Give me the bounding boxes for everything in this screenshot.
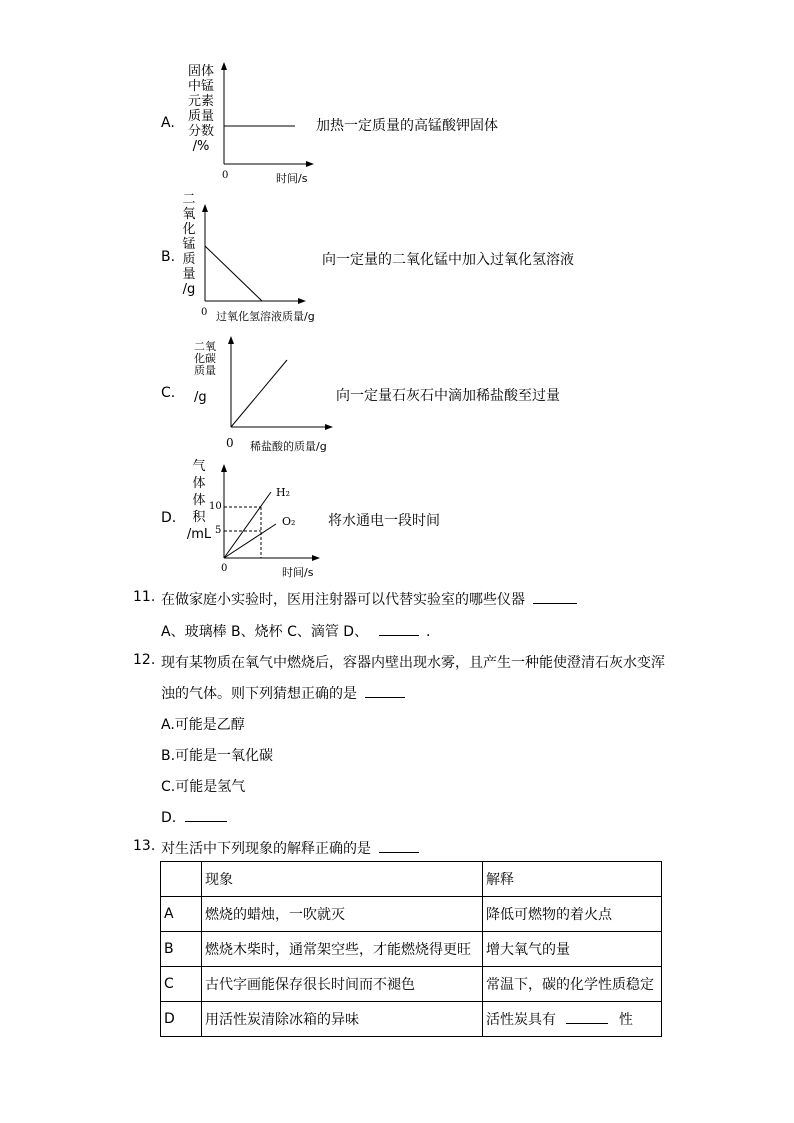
ylabel-line: 中锰	[187, 79, 214, 94]
option-b-letter: B.	[161, 249, 176, 265]
q13-stem: 对生活中下列现象的解释正确的是	[161, 841, 371, 857]
option-c-ylabel	[190, 341, 220, 377]
table-cell: 增大氧气的量	[483, 932, 662, 967]
q13-table	[160, 861, 662, 1037]
h2-line	[224, 492, 271, 558]
data-line	[205, 246, 262, 301]
ylabel-line: 质	[182, 252, 196, 267]
y-axis-arrow	[202, 204, 208, 212]
option-d-xlabel: 时间/s	[282, 566, 314, 579]
option-a-graph	[215, 60, 315, 170]
ylabel-line: 固体	[187, 64, 214, 79]
option-d-letter: D.	[161, 510, 177, 526]
table-header-cell	[161, 862, 202, 897]
q12-stem: 浊的气体。则下列猜想正确的是	[161, 686, 357, 702]
option-d-graph	[218, 462, 322, 562]
q12-line2	[161, 683, 405, 703]
option-d-o2-label: O₂	[282, 515, 296, 528]
table-cell	[483, 1002, 662, 1037]
o2-line	[224, 524, 276, 558]
option-c-letter: C.	[161, 385, 176, 401]
table-header-cell: 现象	[202, 862, 483, 897]
x-axis-arrow	[325, 424, 333, 430]
ylabel-line: 元素	[187, 94, 214, 109]
table-cell: A	[161, 897, 202, 932]
option-c-xlabel: 稀盐酸的质量/g	[250, 440, 327, 453]
x-axis-arrow	[298, 298, 306, 304]
ylabel-line: 分数	[187, 124, 214, 139]
option-a-xlabel: 时间/s	[276, 172, 308, 185]
q13-answer-blank[interactable]	[379, 838, 419, 853]
table-row	[161, 1002, 662, 1037]
q11-stem: 在做家庭小实验时，医用注射器可以代替实验室的哪些仪器	[161, 592, 525, 608]
y-axis-arrow	[221, 62, 227, 70]
table-cell-suffix: 性	[618, 1012, 633, 1028]
ylabel-line: 积	[192, 510, 206, 525]
table-cell: C	[161, 967, 202, 1002]
q12-option-a: A.可能是乙醇	[161, 717, 245, 733]
option-c-yunit: /g	[194, 390, 207, 405]
option-b-graph	[198, 202, 308, 306]
option-d-description: 将水通电一段时间	[328, 513, 440, 529]
ylabel-line: 质量	[194, 364, 216, 377]
option-d-tick-5: 5	[215, 525, 222, 536]
option-a-ylabel	[183, 64, 219, 154]
ylabel-line: /g	[182, 282, 196, 297]
table-header-row	[161, 862, 662, 897]
option-b-xlabel: 过氧化氢溶液质量/g	[216, 310, 315, 323]
y-axis-arrow	[221, 464, 227, 472]
table-cell: D	[161, 1002, 202, 1037]
q11-choice-d-blank[interactable]	[379, 621, 419, 636]
table-row	[161, 897, 662, 932]
option-b-ylabel	[179, 192, 199, 297]
table-cell: 燃烧木柴时，通常架空些，才能燃烧得更旺	[202, 932, 483, 967]
q12-line1: 现有某物质在氧气中燃烧后，容器内壁出现水雾，且产生一种能使澄清石灰水变浑	[161, 655, 665, 671]
q12-option-d-label: D.	[161, 810, 177, 826]
table-cell: 常温下，碳的化学性质稳定	[483, 967, 662, 1002]
q13-text	[161, 838, 419, 858]
q12-option-b: B.可能是一氧化碳	[161, 748, 274, 764]
option-a-description: 加热一定质量的高锰酸钾固体	[316, 118, 498, 134]
data-line	[231, 360, 287, 427]
q12-option-d-blank[interactable]	[185, 807, 227, 822]
ylabel-line: 二	[182, 192, 196, 207]
ylabel-line: /mL	[186, 527, 212, 542]
q11-choices-text: A、玻璃棒 B、烧杯 C、滴管 D、	[161, 624, 369, 640]
option-c-graph	[225, 334, 335, 434]
q13-number: 13.	[133, 838, 156, 854]
x-axis-arrow	[312, 555, 320, 561]
table-cell: 用活性炭清除冰箱的异味	[202, 1002, 483, 1037]
ylabel-line: 化	[182, 222, 196, 237]
ylabel-line: 化碳	[194, 352, 216, 365]
table-cell: 古代字画能保存很长时间而不褪色	[202, 967, 483, 1002]
option-b-description: 向一定量的二氧化锰中加入过氧化氢溶液	[322, 252, 574, 268]
option-d-tick-10: 10	[209, 501, 222, 512]
x-axis-arrow	[306, 161, 314, 167]
table-header-cell: 解释	[483, 862, 662, 897]
table-cell: 降低可燃物的着火点	[483, 897, 662, 932]
option-b-origin: 0	[201, 307, 208, 318]
table-cell-text: 活性炭具有	[486, 1012, 556, 1028]
option-a-origin: 0	[222, 170, 229, 181]
option-a-letter: A.	[161, 115, 175, 131]
q12-option-d	[161, 807, 227, 826]
ylabel-line: 二氧	[194, 340, 216, 353]
table-row	[161, 932, 662, 967]
ylabel-line: 气	[192, 459, 206, 474]
option-d-origin: 0	[221, 563, 228, 574]
q12-answer-blank[interactable]	[365, 683, 405, 698]
option-c-origin: 0	[226, 436, 234, 450]
q12-number: 12.	[133, 652, 156, 668]
q11-answer-blank[interactable]	[533, 589, 577, 604]
ylabel-line: 体	[192, 476, 206, 491]
table-cell: 燃烧的蜡烛，一吹就灭	[202, 897, 483, 932]
q11-end: .	[426, 624, 431, 640]
option-d-h2-label: H₂	[276, 486, 291, 499]
ylabel-line: 量	[182, 267, 196, 282]
ylabel-line: 质量	[187, 109, 214, 124]
q11-text	[161, 589, 577, 609]
q12-option-c: C.可能是氢气	[161, 779, 246, 795]
option-c-description: 向一定量石灰石中滴加稀盐酸至过量	[336, 388, 560, 404]
ylabel-line: 体	[192, 493, 206, 508]
ylabel-line: /%	[192, 139, 210, 154]
q13-d-answer-blank[interactable]	[566, 1009, 608, 1024]
y-axis-arrow	[228, 336, 234, 344]
q11-number: 11.	[133, 589, 156, 605]
q11-choices	[161, 621, 430, 641]
table-row	[161, 967, 662, 1002]
ylabel-line: 锰	[182, 237, 196, 252]
table-cell: B	[161, 932, 202, 967]
ylabel-line: 氧	[182, 207, 196, 222]
